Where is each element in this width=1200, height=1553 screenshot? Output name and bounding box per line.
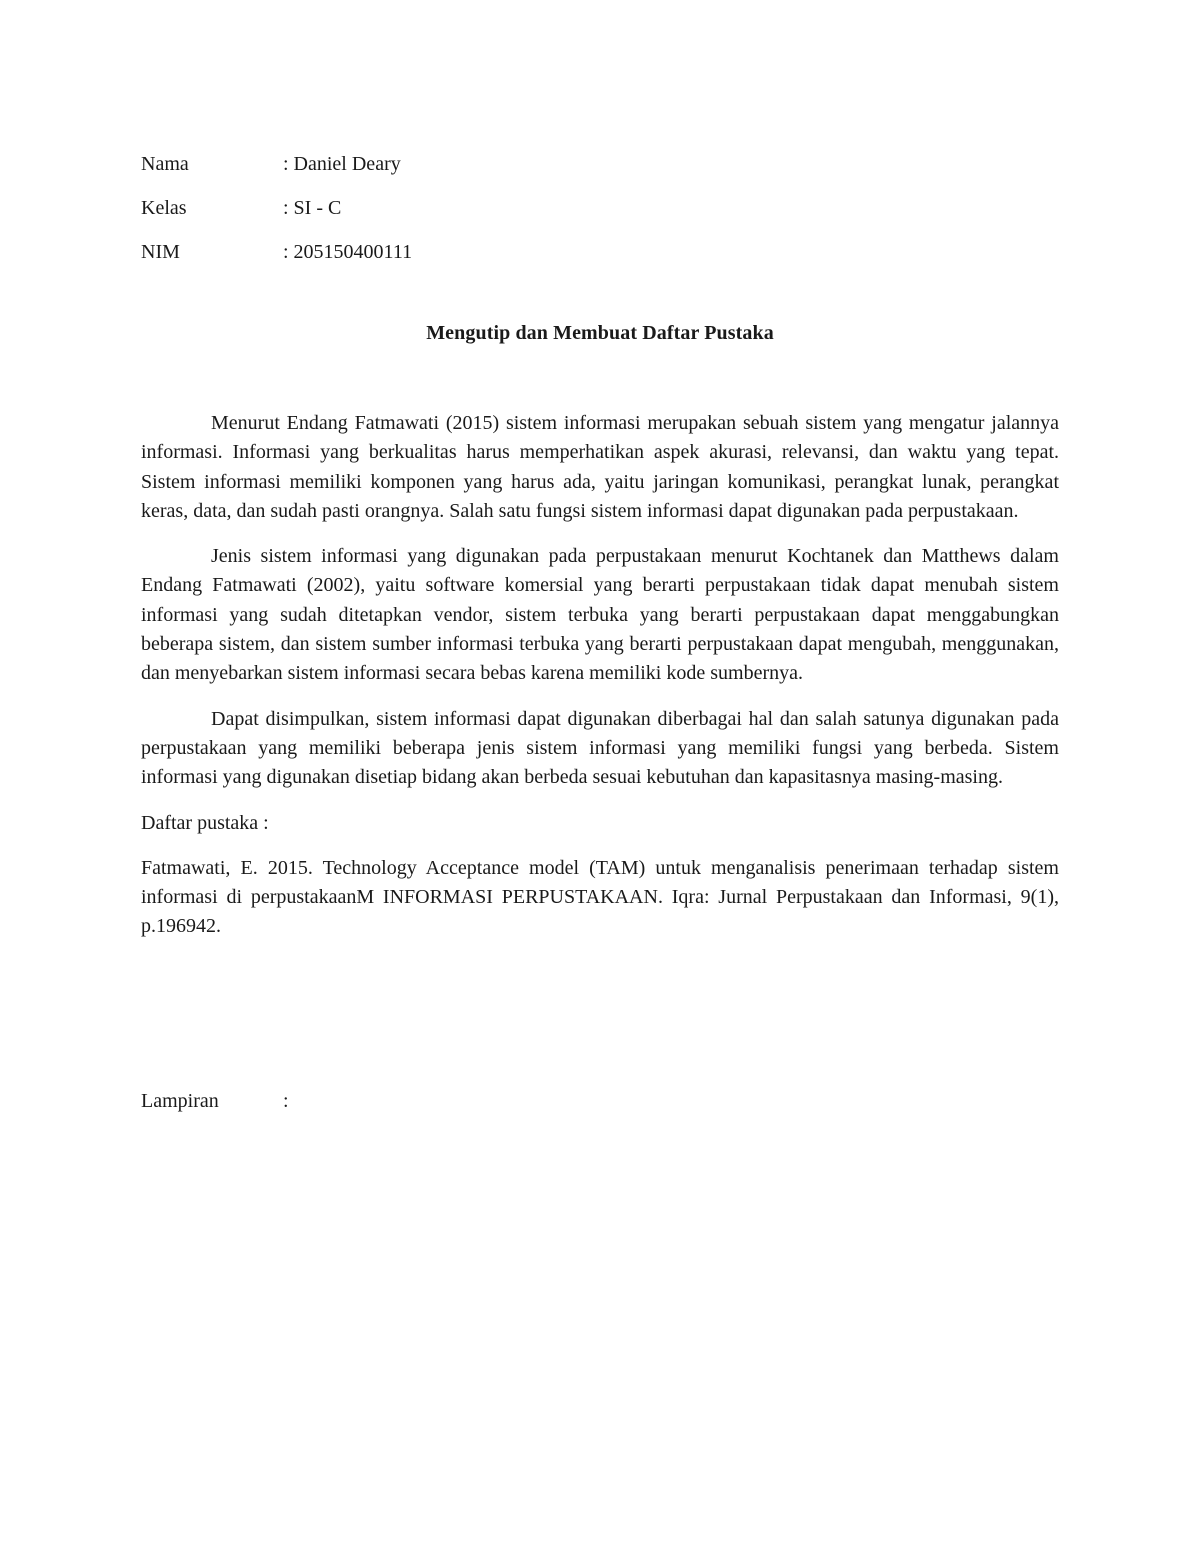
info-value: : 205150400111 xyxy=(283,240,413,263)
document-body xyxy=(141,409,1059,958)
attachment-label: Lampiran xyxy=(141,1090,219,1112)
info-row-class xyxy=(141,186,412,230)
reference-entry: Fatmawati, E. 2015. Technology Acceptance model (TAM) untuk menganalisis penerimaan terhadap sistem informasi di perpustakaanM INFORMASI PERPUSTAKAAN. Iqra: Jurnal Perpustakaan dan Informasi, 9(1), p.196942. xyxy=(141,856,1059,938)
body-paragraph: Jenis sistem informasi yang digunakan pada perpustakaan menurut Kochtanek dan Matthews dalam Endang Fatmawati (2002), yaitu software komersial yang berarti perpustakaan tidak dapat menubah sistem informasi yang sudah ditetapkan vendor, sistem terbuka yang berarti perpustakaan dapat menggabungkan beberapa sistem, dan sistem sumber informasi terbuka yang berarti perpustakaan dapat mengubah, menggunakan, dan menyebarkan sistem informasi secara bebas karena memiliki kode sumbernya. xyxy=(141,545,1059,685)
body-paragraph: Dapat disimpulkan, sistem informasi dapat digunakan diberbagai hal dan salah satunya digunakan pada perpustakaan yang memiliki beberapa jenis sistem informasi yang memiliki fungsi yang berbeda. Sistem informasi yang digunakan disetiap bidang akan berbeda sesuai kebutuhan dan kapasitasnya masing-masing. xyxy=(141,707,1059,789)
attachment-value: : xyxy=(283,1090,289,1112)
info-row-nim xyxy=(141,230,412,274)
info-label: Nama xyxy=(141,152,189,175)
document-title: Mengutip dan Membuat Daftar Pustaka xyxy=(426,322,774,344)
info-label: NIM xyxy=(141,240,180,263)
body-paragraph: Menurut Endang Fatmawati (2015) sistem informasi merupakan sebuah sistem yang mengatur jalannya informasi. Informasi yang berkualitas harus memperhatikan aspek akurasi, relevansi, dan waktu yang tepat. Sistem informasi memiliki komponen yang harus ada, yaitu jaringan komunikasi, perangkat lunak, perangkat keras, data, dan sudah pasti orangnya. Salah satu fungsi sistem informasi dapat digunakan pada perpustakaan. xyxy=(141,412,1059,522)
info-row-name xyxy=(141,142,412,186)
student-info xyxy=(141,142,412,274)
info-value: : SI - C xyxy=(283,196,342,219)
references-heading: Daftar pustaka : xyxy=(141,811,269,834)
info-label: Kelas xyxy=(141,196,187,219)
attachment-line xyxy=(141,1090,289,1113)
info-value: : Daniel Deary xyxy=(283,152,401,175)
